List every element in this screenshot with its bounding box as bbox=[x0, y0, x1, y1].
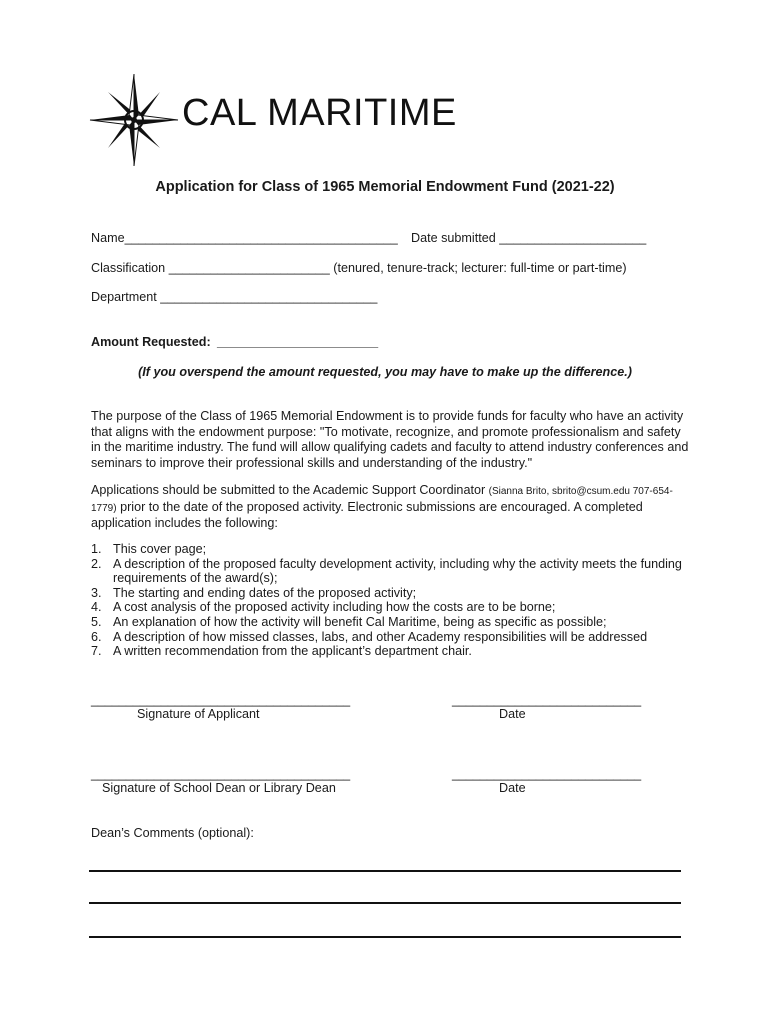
logo-wordmark: CAL MARITIME bbox=[182, 92, 457, 134]
submission-text-2: prior to the date of the proposed activity. Electronic submissions are encouraged. A completed application includes the following: bbox=[91, 499, 643, 531]
list-item: 5. An explanation of how the activity will benefit Cal Maritime, being as specific as possible; bbox=[91, 614, 607, 629]
requirements-list bbox=[91, 542, 691, 659]
applicant-signature-line[interactable]: _____________________________________ bbox=[91, 693, 351, 707]
amount-requested-label: Amount Requested: bbox=[91, 335, 211, 349]
logo bbox=[88, 72, 180, 173]
compass-rose-icon bbox=[88, 72, 180, 168]
list-item: 7. A written recommendation from the applicant’s department chair. bbox=[91, 644, 472, 659]
list-item: 1. This cover page; bbox=[91, 542, 207, 556]
list-item: 4. A cost analysis of the proposed activity including how the costs are to be borne; bbox=[91, 600, 556, 615]
list-item: 6. A description of how missed classes, labs, and other Academy responsibilities will be addressed bbox=[91, 629, 648, 644]
overspend-note: (If you overspend the amount requested, you may have to make up the difference.) bbox=[138, 365, 632, 379]
purpose-text: The purpose of the Class of 1965 Memorial Endowment is to provide funds for faculty who have an activity that aligns with the endowment purpose: "To motivate, recognize, and promote professionalism and safety in the maritime industry. The fund will allow qualifying cadets and faculty to attend industry conferences and seminars to improve their professional skills and understanding of the industry." bbox=[91, 409, 689, 470]
list-item: 2. A description of the proposed faculty development activity, including why the activity meets the funding requirements of the award(s); bbox=[91, 556, 682, 586]
dean-signature-line[interactable]: _____________________________________ bbox=[91, 767, 351, 781]
dean-signature-label: Signature of School Dean or Library Dean bbox=[102, 781, 336, 795]
applicant-date-label: Date bbox=[499, 707, 526, 721]
purpose-paragraph bbox=[91, 409, 691, 471]
list-item: 3. The starting and ending dates of the proposed activity; bbox=[91, 585, 417, 600]
comment-line[interactable] bbox=[89, 902, 681, 904]
submission-text-1: Applications should be submitted to the Academic Support Coordinator bbox=[91, 483, 489, 497]
dean-date-label: Date bbox=[499, 781, 526, 795]
deans-comments-label: Dean’s Comments (optional): bbox=[91, 826, 254, 840]
name-field[interactable]: Name_______________________________________ bbox=[91, 231, 398, 245]
comment-line[interactable] bbox=[89, 870, 681, 872]
submission-paragraph bbox=[91, 483, 691, 532]
applicant-signature-label: Signature of Applicant bbox=[137, 707, 260, 721]
dean-date-line[interactable]: ___________________________ bbox=[452, 767, 642, 781]
date-submitted-field[interactable]: Date submitted _____________________ bbox=[411, 231, 647, 245]
amount-requested-field[interactable]: _______________________ bbox=[217, 335, 379, 349]
contact-info: (Sianna Brito, sbrito@csum.edu 707-654-1779) bbox=[91, 486, 673, 514]
classification-field[interactable]: Classification _______________________ (tenured, tenure-track; lecturer: full-time or part-time) bbox=[91, 261, 627, 275]
form-title: Application for Class of 1965 Memorial Endowment Fund (2021-22) bbox=[155, 179, 615, 195]
department-field[interactable]: Department _______________________________ bbox=[91, 290, 378, 304]
comment-line[interactable] bbox=[89, 936, 681, 938]
applicant-date-line[interactable]: ___________________________ bbox=[452, 693, 642, 707]
